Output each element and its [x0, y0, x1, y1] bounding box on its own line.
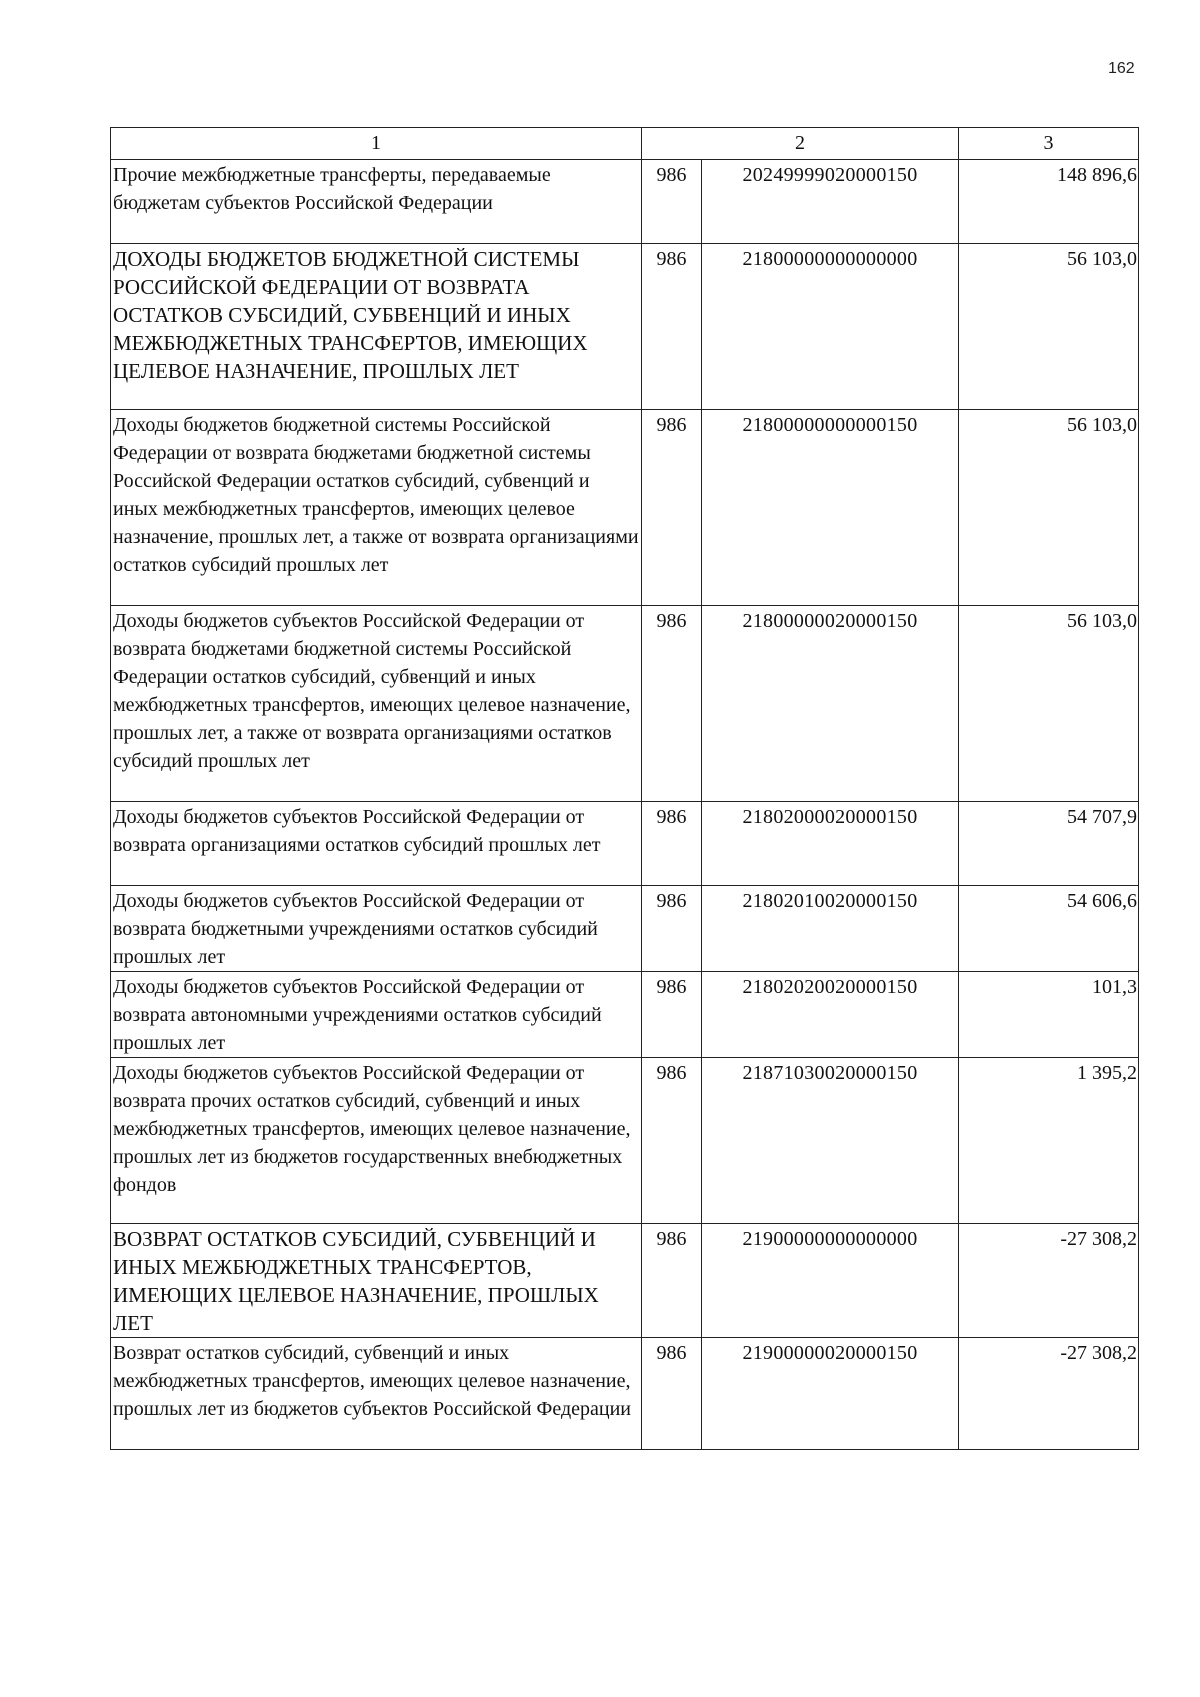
row-name: Доходы бюджетов субъектов Российской Федерации от возврата бюджетными учреждениями остатков субсидий прошлых лет	[111, 886, 642, 972]
row-admin-code: 986	[642, 410, 702, 606]
row-amount: 54 606,6	[959, 886, 1139, 972]
budget-revenue-table	[110, 127, 1139, 1450]
row-amount: 56 103,0	[959, 410, 1139, 606]
table-row	[111, 160, 1139, 244]
row-admin-code: 986	[642, 1224, 702, 1338]
row-admin-code: 986	[642, 606, 702, 802]
table-row	[111, 244, 1139, 410]
row-amount: 1 395,2	[959, 1058, 1139, 1224]
row-amount: 56 103,0	[959, 606, 1139, 802]
header-col-2: 2	[642, 128, 959, 160]
row-budget-code: 21900000020000150	[702, 1338, 959, 1450]
header-col-1: 1	[111, 128, 642, 160]
row-admin-code: 986	[642, 160, 702, 244]
row-budget-code: 21900000000000000	[702, 1224, 959, 1338]
table-row	[111, 972, 1139, 1058]
row-budget-code: 21802020020000150	[702, 972, 959, 1058]
row-name: Доходы бюджетов субъектов Российской Федерации от возврата прочих остатков субсидий, субвенций и иных межбюджетных трансфертов, имеющих целевое назначение, прошлых лет из бюджетов государственных внебюджетных фондов	[111, 1058, 642, 1224]
row-budget-code: 21800000000000000	[702, 244, 959, 410]
table-header-row	[111, 128, 1139, 160]
row-admin-code: 986	[642, 802, 702, 886]
row-amount: 101,3	[959, 972, 1139, 1058]
row-name: Доходы бюджетов субъектов Российской Федерации от возврата автономными учреждениями остатков субсидий прошлых лет	[111, 972, 642, 1058]
row-name: ДОХОДЫ БЮДЖЕТОВ БЮДЖЕТНОЙ СИСТЕМЫ РОССИЙСКОЙ ФЕДЕРАЦИИ ОТ ВОЗВРАТА ОСТАТКОВ СУБСИДИЙ, СУБВЕНЦИЙ И ИНЫХ МЕЖБЮДЖЕТНЫХ ТРАНСФЕРТОВ, ИМЕЮЩИХ ЦЕЛЕВОЕ НАЗНАЧЕНИЕ, ПРОШЛЫХ ЛЕТ	[111, 244, 642, 410]
table-row	[111, 802, 1139, 886]
row-budget-code: 21802010020000150	[702, 886, 959, 972]
row-name: Доходы бюджетов субъектов Российской Федерации от возврата организациями остатков субсидий прошлых лет	[111, 802, 642, 886]
row-admin-code: 986	[642, 886, 702, 972]
row-admin-code: 986	[642, 1058, 702, 1224]
row-budget-code: 20249999020000150	[702, 160, 959, 244]
row-name: Доходы бюджетов бюджетной системы Российской Федерации от возврата бюджетами бюджетной системы Российской Федерации остатков субсидий, субвенций и иных межбюджетных трансфертов, имеющих целевое назначение, прошлых лет, а также от возврата организациями остатков субсидий прошлых лет	[111, 410, 642, 606]
table-row	[111, 1338, 1139, 1450]
row-amount: -27 308,2	[959, 1224, 1139, 1338]
row-name: ВОЗВРАТ ОСТАТКОВ СУБСИДИЙ, СУБВЕНЦИЙ И ИНЫХ МЕЖБЮДЖЕТНЫХ ТРАНСФЕРТОВ, ИМЕЮЩИХ ЦЕЛЕВОЕ НАЗНАЧЕНИЕ, ПРОШЛЫХ ЛЕТ	[111, 1224, 642, 1338]
table-row	[111, 606, 1139, 802]
row-name: Прочие межбюджетные трансферты, передаваемые бюджетам субъектов Российской Федерации	[111, 160, 642, 244]
header-col-3: 3	[959, 128, 1139, 160]
table-row	[111, 410, 1139, 606]
table-row	[111, 1058, 1139, 1224]
row-amount: 54 707,9	[959, 802, 1139, 886]
table-row	[111, 886, 1139, 972]
row-name: Возврат остатков субсидий, субвенций и иных межбюджетных трансфертов, имеющих целевое назначение, прошлых лет из бюджетов субъектов Российской Федерации	[111, 1338, 642, 1450]
row-amount: 56 103,0	[959, 244, 1139, 410]
row-amount: -27 308,2	[959, 1338, 1139, 1450]
row-budget-code: 21800000000000150	[702, 410, 959, 606]
row-amount: 148 896,6	[959, 160, 1139, 244]
row-admin-code: 986	[642, 1338, 702, 1450]
row-admin-code: 986	[642, 972, 702, 1058]
row-budget-code: 21802000020000150	[702, 802, 959, 886]
row-budget-code: 21871030020000150	[702, 1058, 959, 1224]
table-row	[111, 1224, 1139, 1338]
row-name: Доходы бюджетов субъектов Российской Федерации от возврата бюджетами бюджетной системы Российской Федерации остатков субсидий, субвенций и иных межбюджетных трансфертов, имеющих целевое назначение, прошлых лет, а также от возврата организациями остатков субсидий прошлых лет	[111, 606, 642, 802]
row-budget-code: 21800000020000150	[702, 606, 959, 802]
row-admin-code: 986	[642, 244, 702, 410]
page-number: 162	[1108, 60, 1135, 77]
